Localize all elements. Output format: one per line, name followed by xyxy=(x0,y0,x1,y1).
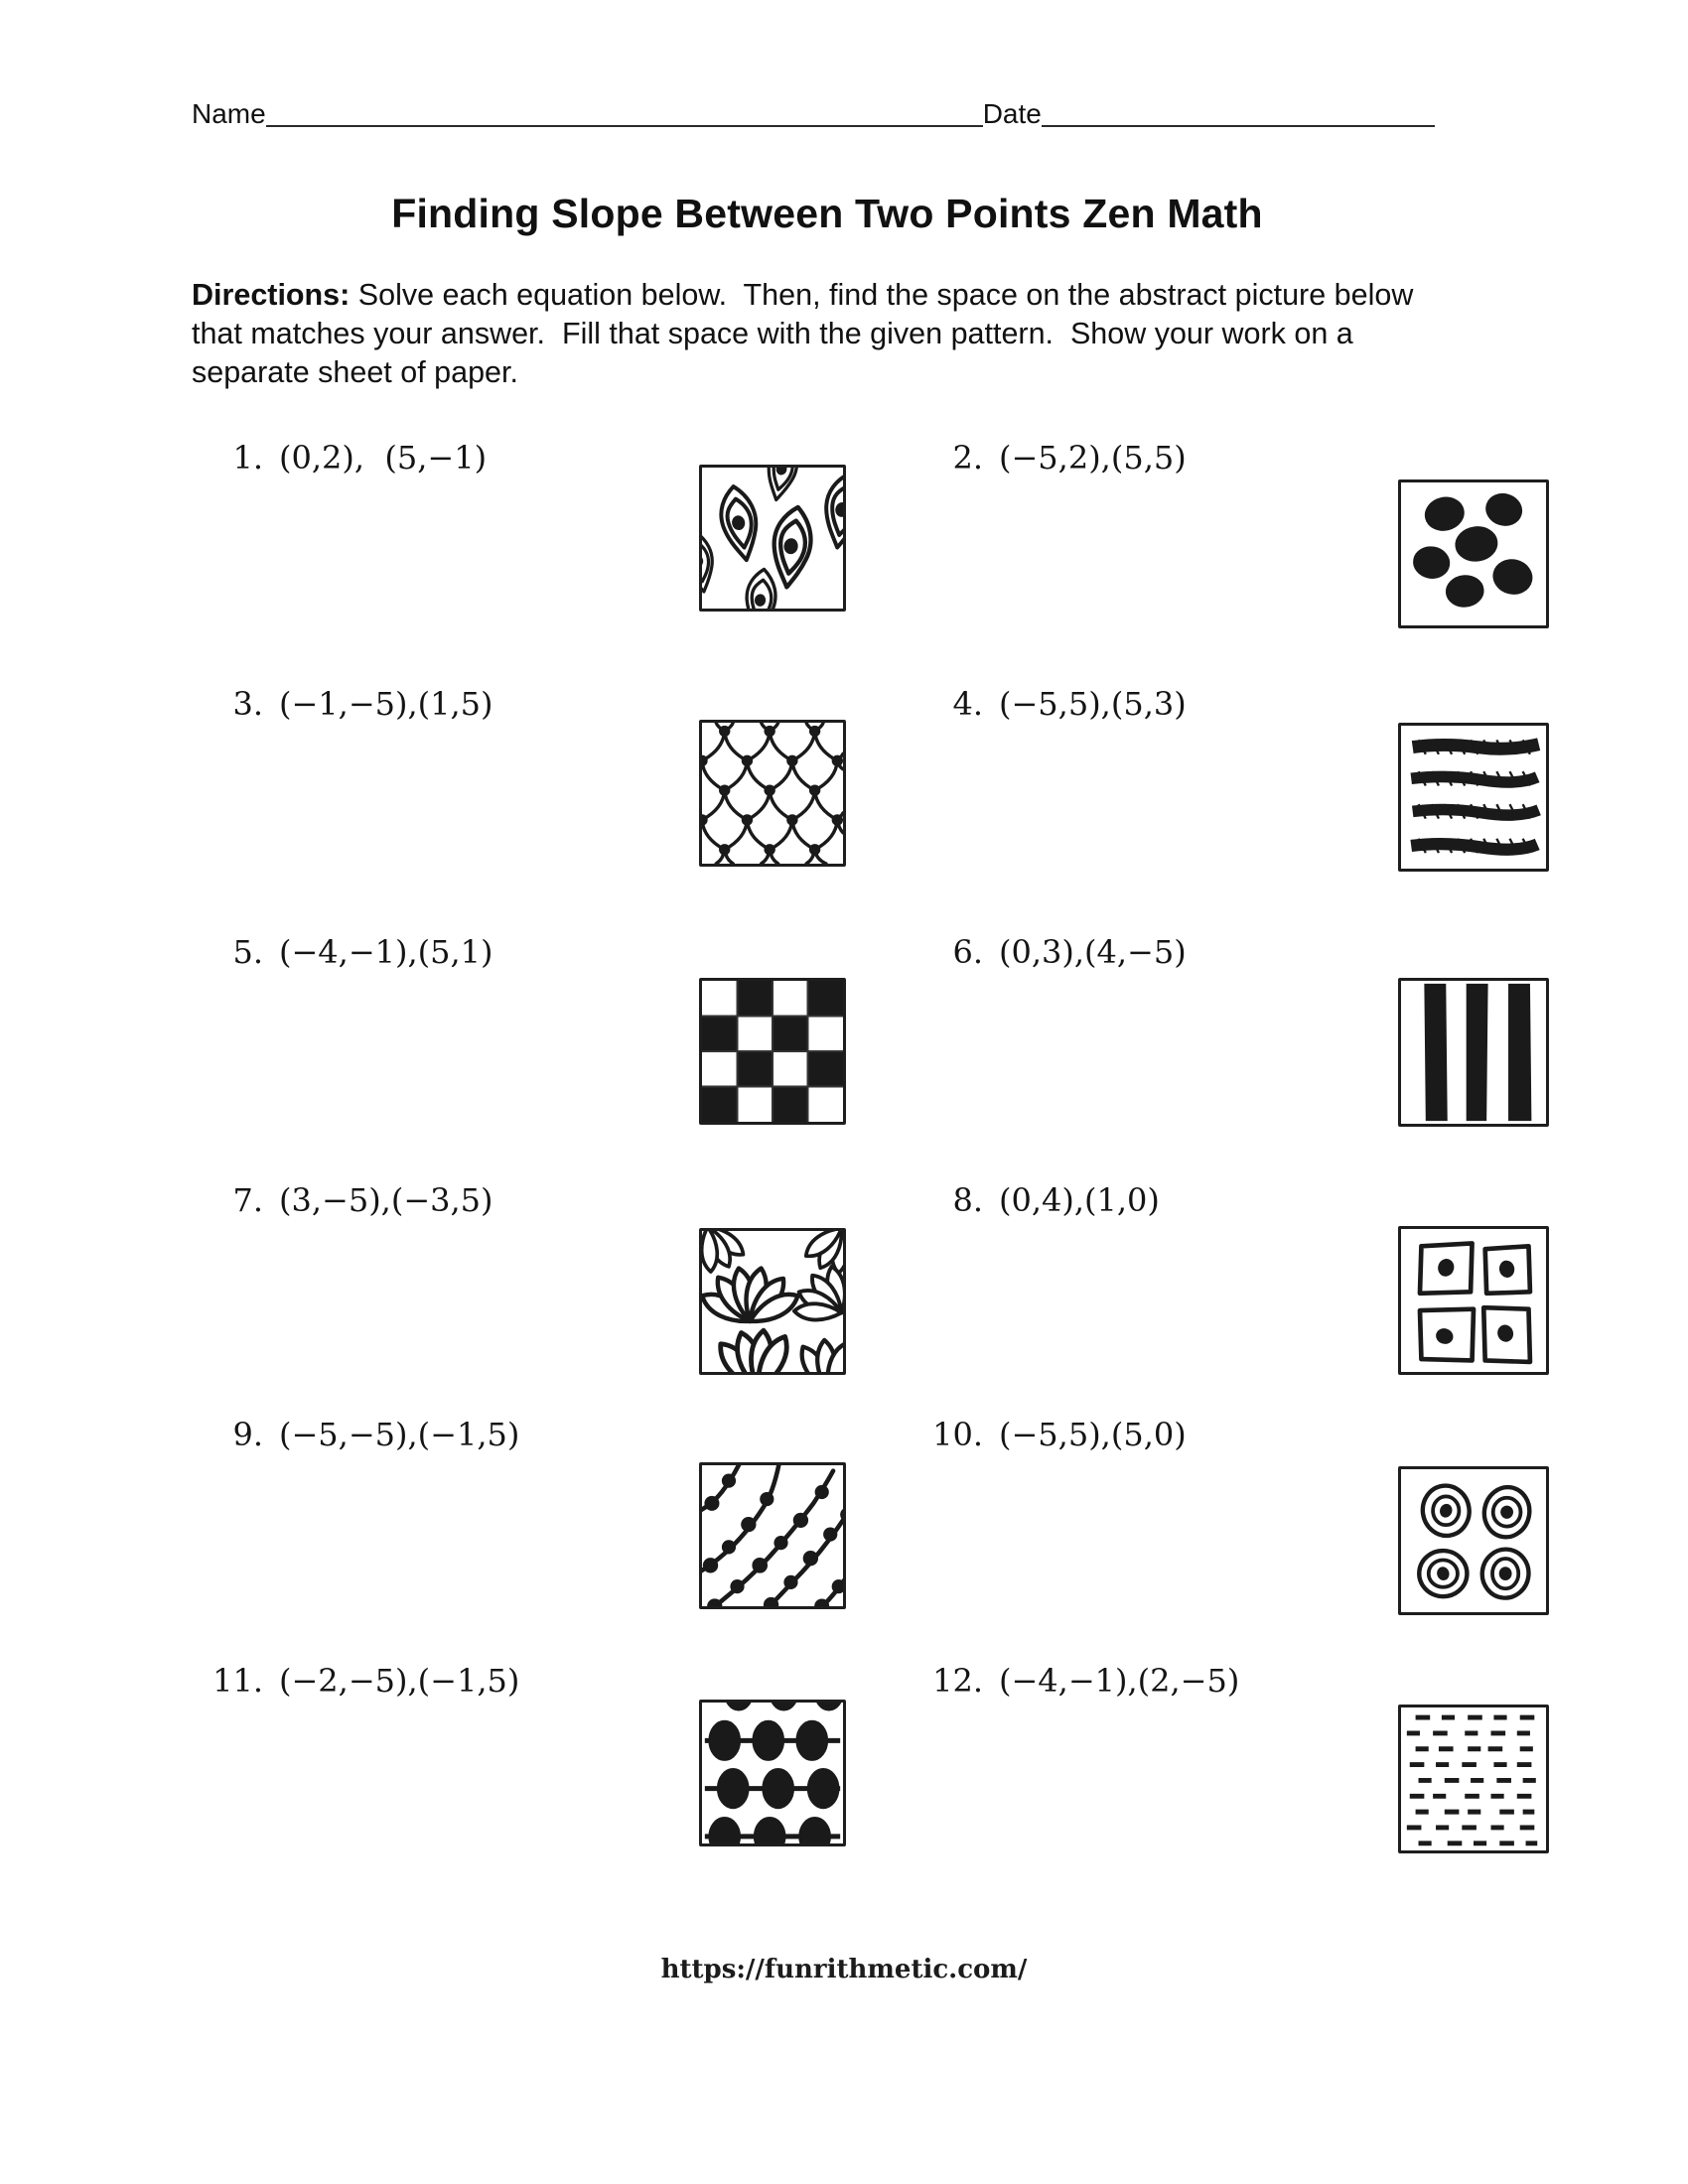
squares-with-dots-pattern-icon xyxy=(1401,1229,1546,1372)
worksheet-title: Finding Slope Between Two Points Zen Math xyxy=(391,191,1263,236)
problem-1 xyxy=(184,435,487,480)
pattern-box-5 xyxy=(699,978,846,1125)
pattern-box-7 xyxy=(699,1228,846,1375)
problem-5 xyxy=(184,929,493,975)
problem-10 xyxy=(904,1412,1187,1457)
vertical-bars-pattern-icon xyxy=(1401,981,1546,1124)
directions xyxy=(192,276,1428,391)
pattern-box-12 xyxy=(1398,1705,1549,1853)
checkerboard-pattern-icon xyxy=(702,981,843,1122)
problem-points: (0,2), (5,−1) xyxy=(279,439,488,477)
beaded-strands-pattern-icon xyxy=(702,1465,843,1606)
problem-number: 11. xyxy=(212,1662,263,1700)
problem-9 xyxy=(184,1412,519,1457)
pattern-box-11 xyxy=(699,1700,846,1846)
pattern-box-10 xyxy=(1398,1466,1549,1615)
fan-petals-pattern-icon xyxy=(702,1231,843,1372)
problem-number: 10. xyxy=(932,1416,983,1453)
problem-11 xyxy=(184,1658,519,1704)
problem-number: 5. xyxy=(232,933,263,971)
footer-url: https://funrithmetic.com/ xyxy=(660,1955,1028,1984)
fishnet-pattern-icon xyxy=(702,723,843,864)
pattern-box-2 xyxy=(1398,479,1549,628)
concentric-circles-pattern-icon xyxy=(1401,1469,1546,1612)
name-blank-line xyxy=(266,124,983,127)
problem-number: 2. xyxy=(952,439,983,477)
problem-4 xyxy=(904,681,1187,727)
directions-text: Solve each equation below. Then, find the space on the abstract picture below that matches your answer. Fill that space with the given pattern. Show your work on a separate sheet of paper. xyxy=(192,278,1422,389)
pattern-box-9 xyxy=(699,1462,846,1609)
pattern-box-1 xyxy=(699,465,846,612)
dashes-pattern-icon xyxy=(1401,1707,1546,1850)
problem-2 xyxy=(904,435,1187,480)
problem-points: (−4,−1),(5,1) xyxy=(279,933,493,971)
problem-points: (−5,5),(5,0) xyxy=(999,1416,1187,1453)
problem-points: (−4,−1),(2,−5) xyxy=(999,1662,1240,1700)
date-label: Date xyxy=(982,98,1042,129)
problem-points: (3,−5),(−3,5) xyxy=(279,1181,493,1219)
problem-points: (−2,−5),(−1,5) xyxy=(279,1662,520,1700)
problem-number: 9. xyxy=(232,1416,263,1453)
scribble-stripes-pattern-icon xyxy=(1401,726,1546,869)
problem-3 xyxy=(184,681,493,727)
problem-points: (0,3),(4,−5) xyxy=(999,933,1187,971)
pattern-box-8 xyxy=(1398,1226,1549,1375)
scribbled-dots-pattern-icon xyxy=(1401,482,1546,625)
problem-number: 4. xyxy=(952,685,983,723)
problem-points: (−5,2),(5,5) xyxy=(999,439,1187,477)
problem-points: (−5,5),(5,3) xyxy=(999,685,1187,723)
problem-number: 6. xyxy=(952,933,983,971)
pattern-box-4 xyxy=(1398,723,1549,872)
problem-12 xyxy=(904,1658,1239,1704)
problem-number: 7. xyxy=(232,1181,263,1219)
problem-points: (0,4),(1,0) xyxy=(999,1181,1160,1219)
directions-label: Directions: xyxy=(192,278,351,312)
name-label: Name xyxy=(192,98,266,129)
header xyxy=(192,97,1446,131)
problem-points: (−5,−5),(−1,5) xyxy=(279,1416,520,1453)
eye-teardrop-pattern-icon xyxy=(702,468,843,609)
problem-number: 1. xyxy=(232,439,263,477)
problem-number: 12. xyxy=(932,1662,983,1700)
pattern-box-6 xyxy=(1398,978,1549,1127)
problem-8 xyxy=(904,1177,1160,1223)
problem-points: (−1,−5),(1,5) xyxy=(279,685,493,723)
problem-6 xyxy=(904,929,1187,975)
problem-number: 8. xyxy=(952,1181,983,1219)
pattern-box-3 xyxy=(699,720,846,867)
problem-7 xyxy=(184,1177,493,1223)
date-blank-line xyxy=(1042,124,1435,127)
problem-number: 3. xyxy=(232,685,263,723)
ovals-on-lines-pattern-icon xyxy=(702,1703,843,1843)
